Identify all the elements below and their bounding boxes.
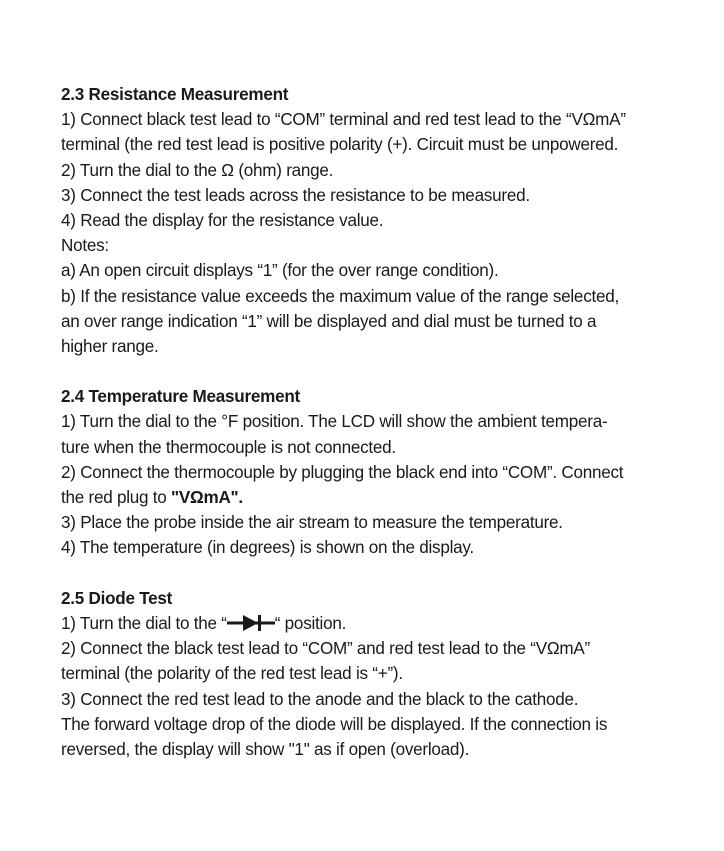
paragraph-line: b) If the resistance value exceeds the maximum value of the range selected,	[61, 286, 619, 306]
paragraph-line: 3) Connect the red test lead to the anode and the black to the cathode.	[61, 689, 579, 709]
section-temperature-measurement	[61, 384, 661, 560]
paragraph-line: 4) The temperature (in degrees) is shown on the display.	[61, 538, 474, 558]
paragraph-line: higher range.	[61, 336, 159, 356]
paragraph-line: an over range indication “1” will be displayed and dial must be turned to a	[61, 311, 597, 331]
paragraph-line: The forward voltage drop of the diode will be displayed. If the connection is	[61, 714, 608, 734]
section-spacer	[61, 561, 661, 586]
line-text: “ position.	[274, 613, 347, 633]
paragraph-line: 4) Read the display for the resistance value.	[61, 210, 384, 230]
paragraph-line: terminal (the red test lead is positive polarity (+). Circuit must be unpowered.	[61, 135, 619, 155]
diode-symbol-icon	[227, 614, 275, 632]
document-page	[61, 82, 661, 762]
line-text: the red plug to	[61, 488, 172, 507]
notes-label: Notes:	[61, 236, 109, 256]
paragraph-line: reversed, the display will show "1" as if open (overload).	[61, 739, 470, 759]
section-heading: 2.4 Temperature Measurement	[61, 387, 300, 407]
paragraph-line: 1) Turn the dial to the °F position. The LCD will show the ambient tempera-	[61, 412, 608, 432]
section-heading: 2.3 Resistance Measurement	[61, 85, 289, 104]
paragraph-line: 3) Connect the test leads across the resistance to be measured.	[61, 185, 530, 205]
section-spacer	[61, 359, 661, 384]
paragraph-line: terminal (the polarity of the red test lead is “+”).	[61, 664, 403, 684]
section-resistance-measurement	[61, 82, 661, 359]
paragraph-line: 2) Turn the dial to the Ω (ohm) range.	[61, 160, 334, 180]
paragraph-line: a) An open circuit displays “1” (for the over range condition).	[61, 261, 499, 281]
paragraph-line: 2) Connect the thermocouple by plugging the black end into “COM”. Connect	[61, 462, 624, 482]
paragraph-line: 3) Place the probe inside the air stream to measure the temperature.	[61, 513, 563, 533]
section-heading: 2.5 Diode Test	[61, 588, 173, 608]
paragraph-line	[61, 611, 661, 636]
terminal-label-bold: "VΩmA".	[171, 488, 243, 507]
paragraph-line	[61, 485, 661, 510]
paragraph-line: ture when the thermocouple is not connected.	[61, 437, 396, 457]
line-text: 1) Turn the dial to the “	[61, 613, 227, 633]
section-diode-test	[61, 586, 661, 762]
paragraph-line: 1) Connect black test lead to “COM” terminal and red test lead to the “VΩmA”	[61, 110, 626, 130]
paragraph-line: 2) Connect the black test lead to “COM” and red test lead to the “VΩmA”	[61, 639, 590, 659]
